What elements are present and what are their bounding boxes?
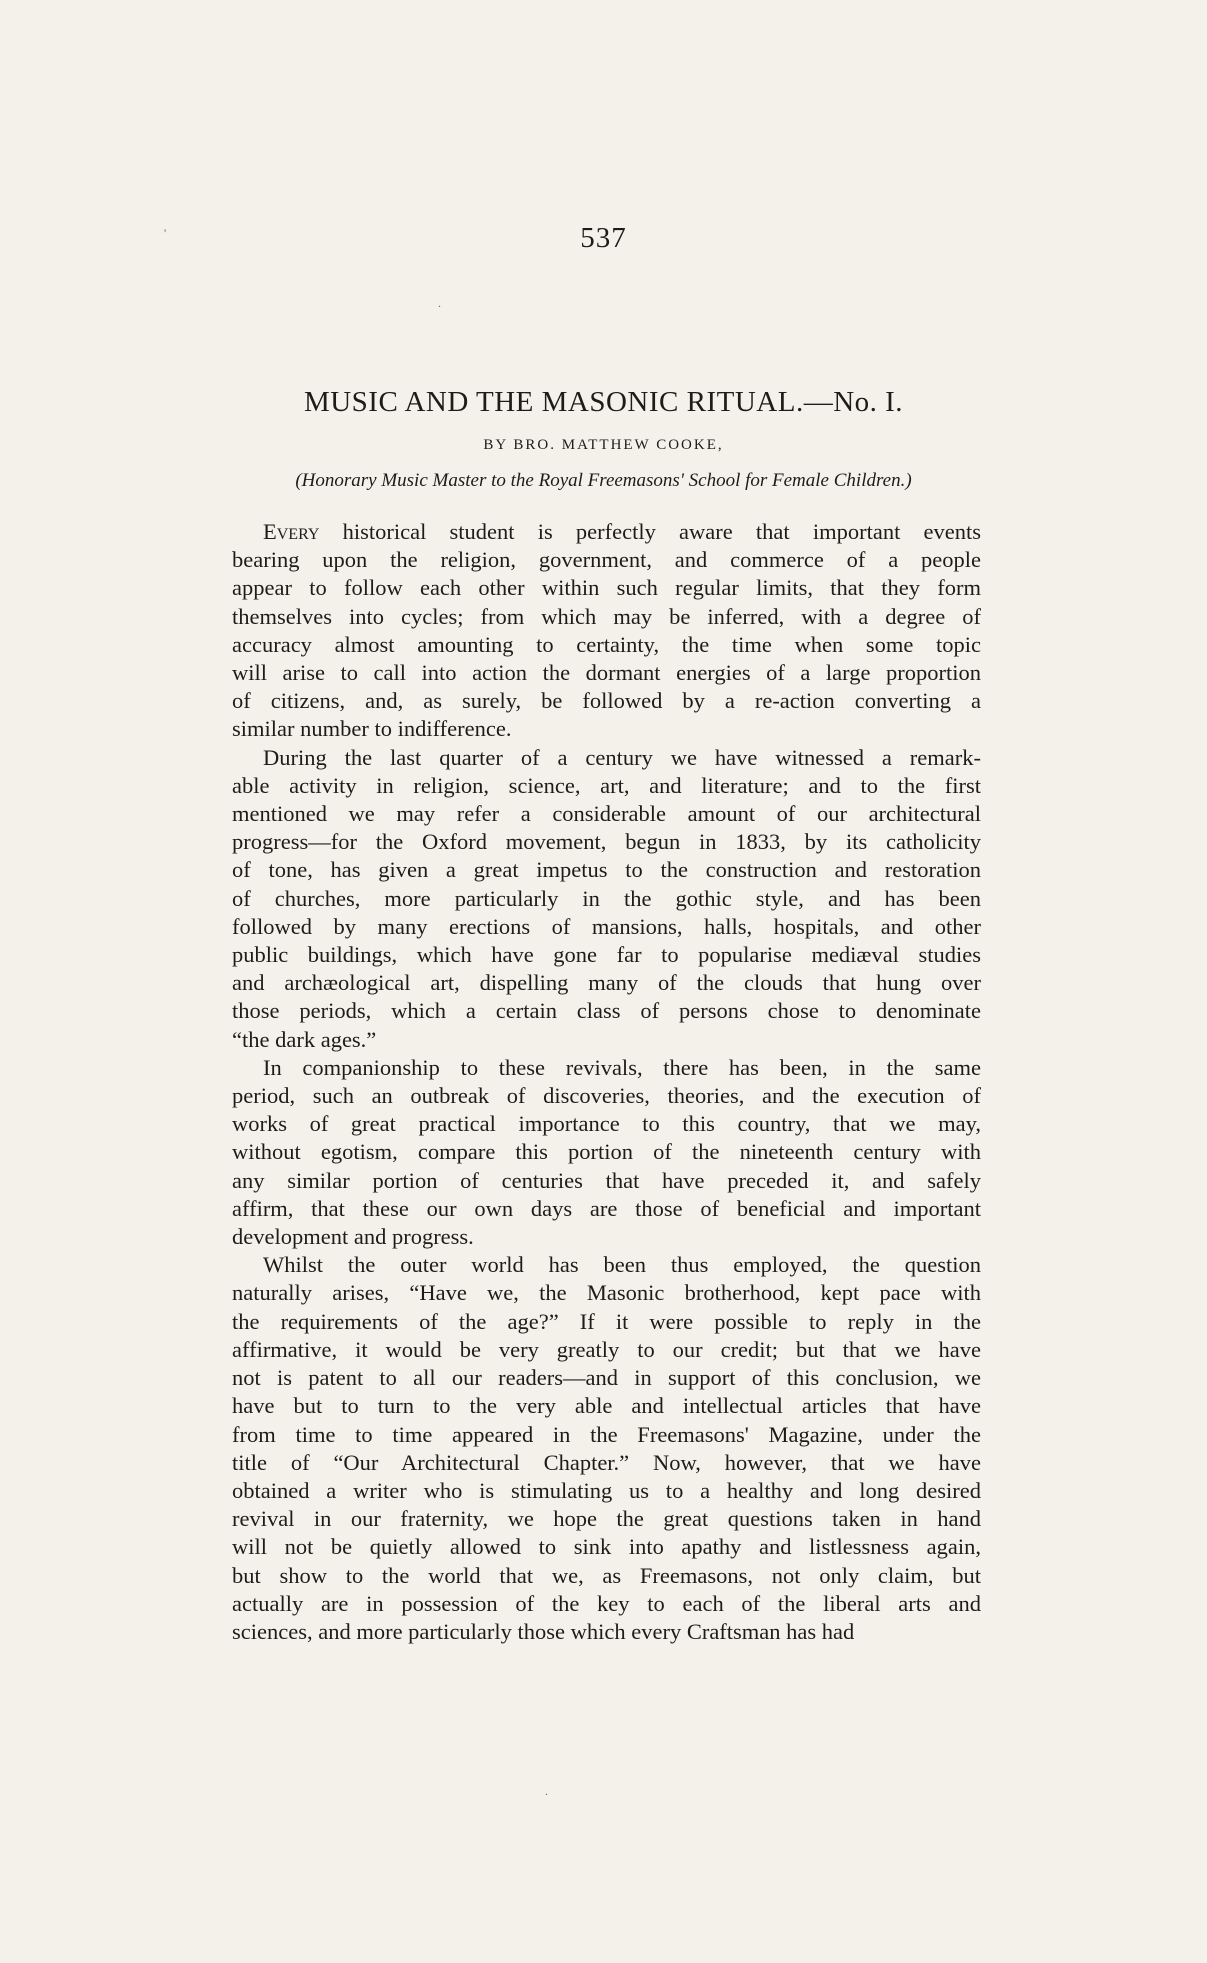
paragraph (201, 518, 981, 744)
stray-mark: ' (164, 226, 167, 240)
text-line: appear to follow each other within such regular limits, that they form (232, 575, 981, 601)
text-line: development and progress. (232, 1224, 474, 1250)
stray-mark: . (438, 296, 441, 310)
text-line: similar number to indifference. (232, 716, 512, 742)
text-line: those periods, which a certain class of persons chose to denominate (232, 998, 981, 1024)
text-line: will not be quietly allowed to sink into apathy and listlessness again, (232, 1534, 981, 1560)
paragraph (201, 1054, 981, 1251)
text-line: affirm, that these our own days are those of beneficial and important (232, 1195, 981, 1221)
text-line: actually are in possession of the key to each of the liberal arts and (232, 1590, 981, 1616)
text-line: During the last quarter of a century we have witnessed a remark- (263, 744, 981, 770)
paragraph (201, 1251, 981, 1646)
text-line: bearing upon the religion, government, and commerce of a people (232, 547, 981, 573)
text-line: will arise to call into action the dormant energies of a large proportion (232, 660, 981, 686)
text-line: title of “Our Architectural Chapter.” Now, however, that we have (232, 1449, 981, 1475)
text-line: have but to turn to the very able and intellectual articles that have (232, 1393, 981, 1419)
text-line: able activity in religion, science, art, and literature; and to the first (232, 772, 981, 798)
text-line: “the dark ages.” (232, 1026, 377, 1052)
text-line: obtained a writer who is stimulating us to a healthy and long desired (232, 1477, 981, 1503)
text-line: sciences, and more particularly those which every Craftsman has had (232, 1618, 855, 1644)
text-line: of citizens, and, as surely, be followed by a re-action converting a (232, 688, 981, 714)
text-line: followed by many erections of mansions, halls, hospitals, and other (232, 913, 981, 939)
text-line: the requirements of the age?” If it were possible to reply in the (232, 1308, 981, 1334)
article-body (201, 518, 981, 1646)
article-title: MUSIC AND THE MASONIC RITUAL.—No. I. (303, 386, 904, 418)
text-line: works of great practical importance to this country, that we may, (232, 1111, 981, 1137)
page-number: 537 (580, 222, 627, 254)
text-line: themselves into cycles; from which may be inferred, with a degree of (232, 603, 981, 629)
text-line: public buildings, which have gone far to popularise mediæval studies (232, 942, 981, 968)
text-line: progress—for the Oxford movement, begun in 1833, by its catholicity (232, 829, 981, 855)
text-line: from time to time appeared in the Freemasons' Magazine, under the (232, 1421, 981, 1447)
text-line: accuracy almost amounting to certainty, the time when some topic (232, 631, 981, 657)
text-line: Whilst the outer world has been thus employed, the question (263, 1252, 981, 1278)
text-line: affirmative, it would be very greatly to our credit; but that we have (232, 1336, 981, 1362)
text-line: but show to the world that we, as Freemasons, not only claim, but (232, 1562, 981, 1588)
text-line: revival in our fraternity, we hope the great questions taken in hand (232, 1506, 981, 1532)
text-line: Every historical student is perfectly aware that important events (263, 519, 981, 544)
text-line: naturally arises, “Have we, the Masonic brotherhood, kept pace with (232, 1280, 981, 1306)
author-affiliation: (Honorary Music Master to the Royal Freemasons' School for Female Children.) (295, 470, 912, 491)
article-byline: BY BRO. MATTHEW COOKE, (483, 437, 724, 453)
text-line: In companionship to these revivals, there has been, in the same (263, 1054, 981, 1080)
text-line: of tone, has given a great impetus to the construction and restoration (232, 857, 981, 883)
text-line: not is patent to all our readers—and in support of this conclusion, we (232, 1365, 981, 1391)
text-line: and archæological art, dispelling many of the clouds that hung over (232, 970, 981, 996)
text-line: mentioned we may refer a considerable amount of our architectural (232, 801, 981, 827)
text-line: of churches, more particularly in the gothic style, and has been (232, 885, 981, 911)
paragraph (201, 744, 981, 1054)
text-line: without egotism, compare this portion of the nineteenth century with (232, 1139, 981, 1165)
stray-mark: . (545, 1784, 548, 1798)
text-line: any similar portion of centuries that have preceded it, and safely (232, 1167, 981, 1193)
text-line: period, such an outbreak of discoveries, theories, and the execution of (232, 1083, 981, 1109)
